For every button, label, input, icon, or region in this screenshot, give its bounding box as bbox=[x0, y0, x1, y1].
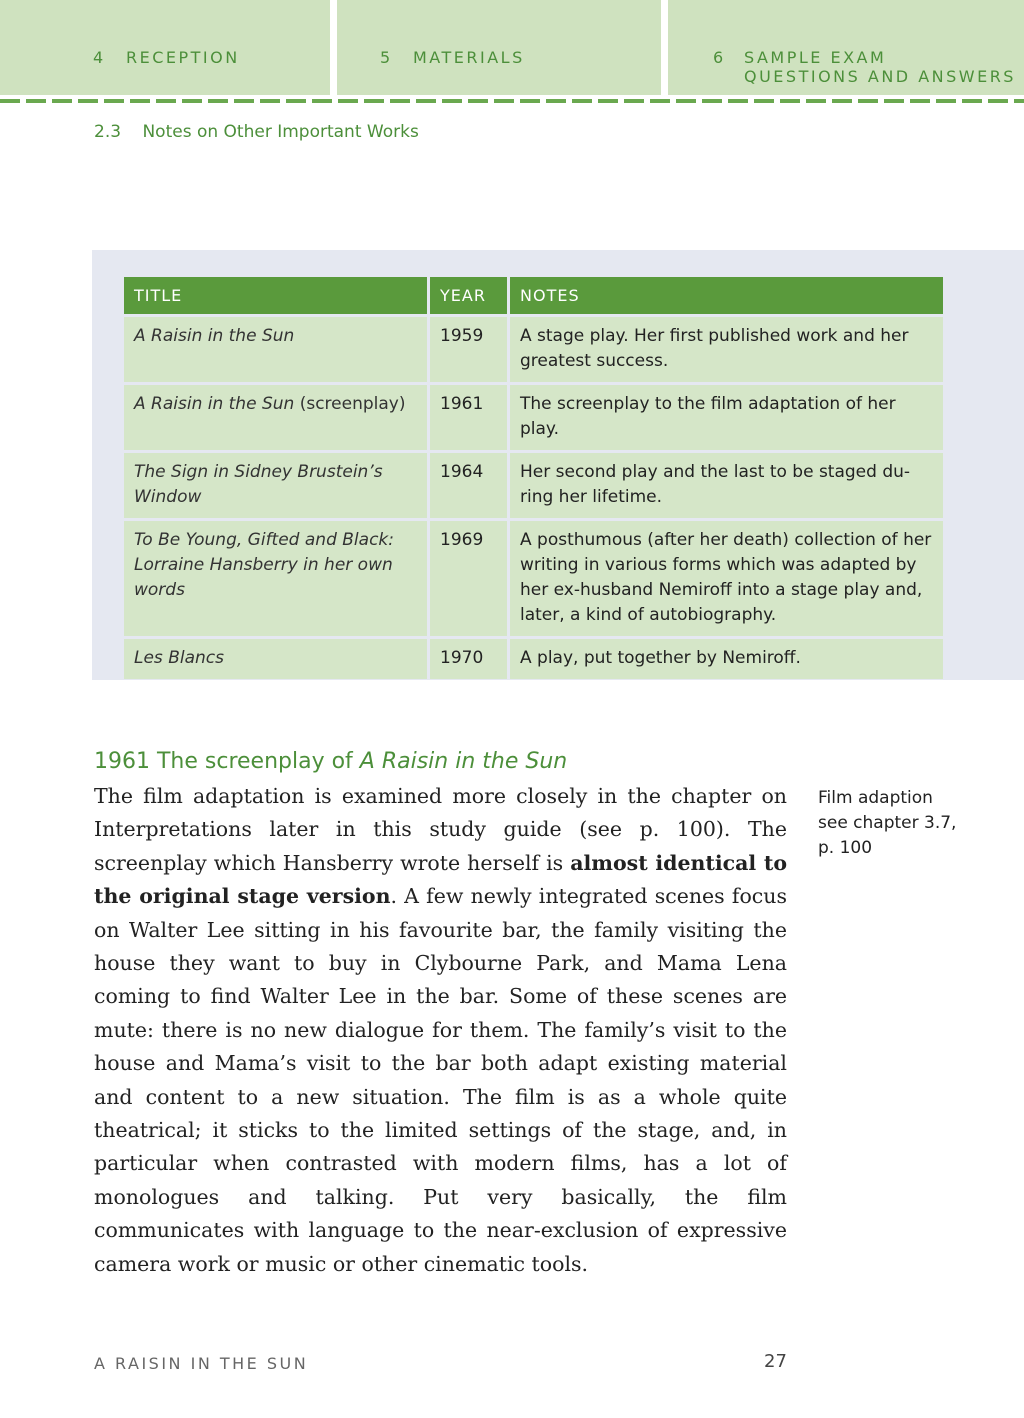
work-notes: A play, put together by Nemiroff. bbox=[510, 639, 943, 679]
table-header-row bbox=[124, 277, 943, 314]
margin-note bbox=[818, 786, 988, 861]
header-year: YEAR bbox=[430, 277, 507, 314]
paragraph-emphasis: almost identical to the original stage version bbox=[94, 850, 787, 909]
work-title bbox=[124, 521, 427, 636]
work-year: 1961 bbox=[430, 385, 507, 450]
table-row bbox=[124, 385, 943, 450]
header-notes: NOTES bbox=[510, 277, 943, 314]
section-breadcrumb bbox=[94, 122, 419, 142]
tab-label-line1: SAMPLE EXAM bbox=[744, 48, 887, 67]
margin-note-line: p. 100 bbox=[818, 838, 873, 858]
section-title: Notes on Other Important Works bbox=[142, 122, 419, 142]
work-title bbox=[124, 453, 427, 518]
margin-note-line: Film adaption bbox=[818, 788, 933, 808]
work-notes: Her second play and the last to be staged du-ring her lifetime. bbox=[510, 453, 943, 518]
article-paragraph bbox=[94, 780, 787, 1281]
tab-number: 6 bbox=[713, 48, 726, 67]
work-title-text: A Raisin in the Sun bbox=[134, 394, 295, 414]
table-row bbox=[124, 453, 943, 518]
work-notes: The screenplay to the film adaptation of her play. bbox=[510, 385, 943, 450]
works-table bbox=[121, 274, 946, 682]
work-year: 1969 bbox=[430, 521, 507, 636]
work-title-text: To Be Young, Gifted and Black: Lorraine Hansberry in her own words bbox=[134, 530, 394, 600]
work-title-text: A Raisin in the Sun bbox=[134, 326, 295, 346]
tab-label: MATERIALS bbox=[413, 48, 525, 67]
work-notes: A posthumous (after her death) collection of her writing in various forms which was adapted by her ex-husband Nemiroff into a stage play and, later, a kind of autobiography. bbox=[510, 521, 943, 636]
work-title-text: Les Blancs bbox=[134, 648, 224, 668]
header-title: TITLE bbox=[124, 277, 427, 314]
work-title-suffix: (screenplay) bbox=[294, 394, 406, 414]
tab-number: 5 bbox=[380, 48, 393, 67]
article-heading bbox=[94, 749, 567, 774]
work-title bbox=[124, 385, 427, 450]
heading-italic-title: A Raisin in the Sun bbox=[359, 749, 568, 774]
work-year: 1970 bbox=[430, 639, 507, 679]
table-row bbox=[124, 639, 943, 679]
work-title bbox=[124, 639, 427, 679]
work-notes: A stage play. Her first published work and her greatest success. bbox=[510, 317, 943, 382]
tab-label: RECEPTION bbox=[126, 48, 240, 67]
nav-tab-reception[interactable] bbox=[0, 0, 330, 95]
page-number: 27 bbox=[764, 1351, 787, 1372]
table-row bbox=[124, 521, 943, 636]
section-number: 2.3 bbox=[94, 122, 122, 142]
paragraph-part2: . A few newly integrated scenes focus on Walter Lee sitting in his favourite bar, the family visiting the house they want to buy in Clybourne Park, and Mama Lena coming to find Walter Lee in the bar. Some of these scenes are mute: there is no new dialogue for them. The family’s visit to the house and Mama’s visit to the bar both adapt existing material and content to a new situation. The film is as a whole quite theatrical; it sticks to the limited settings of the stage, and, in particular when contrasted with modern films, has a lot of monologues and talking. Put very basically, the film communicates with language to the near-exclusion of expressive camera work or music or other cinematic tools. bbox=[94, 884, 787, 1276]
paragraph-part1: The film adaptation is examined more closely in the chapter on Interpretations later in this study guide (see p. 100). The screenplay which Hansberry wrote herself is bbox=[94, 784, 787, 875]
footer-book-title: A RAISIN IN THE SUN bbox=[94, 1354, 309, 1373]
heading-prefix: 1961 The screenplay of bbox=[94, 749, 360, 774]
work-title bbox=[124, 317, 427, 382]
work-year: 1959 bbox=[430, 317, 507, 382]
nav-tab-materials[interactable] bbox=[337, 0, 661, 95]
tab-number: 4 bbox=[93, 48, 106, 67]
table-row bbox=[124, 317, 943, 382]
tab-label-line2: QUESTIONS AND ANSWERS bbox=[744, 67, 1016, 86]
work-year: 1964 bbox=[430, 453, 507, 518]
nav-tab-sample-exam[interactable] bbox=[668, 0, 1024, 95]
header-dashed-divider bbox=[0, 99, 1024, 103]
work-title-text: The Sign in Sidney Brustein’s Window bbox=[134, 462, 383, 507]
margin-note-line: see chapter 3.7, bbox=[818, 813, 957, 833]
